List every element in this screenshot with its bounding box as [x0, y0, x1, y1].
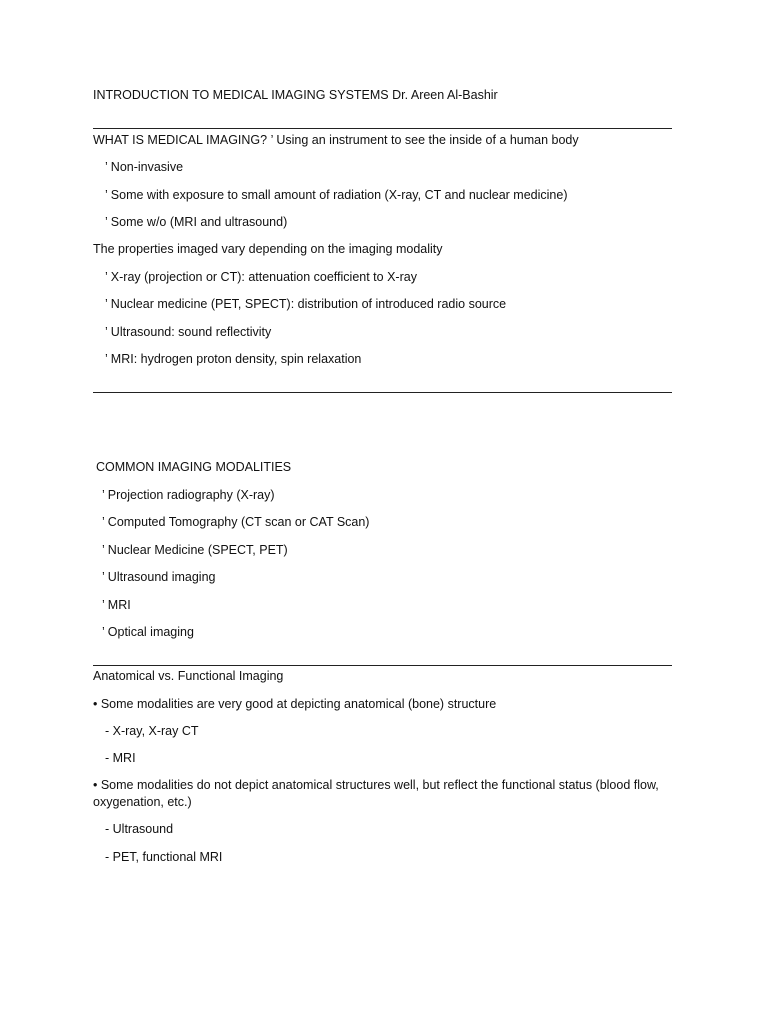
list-item: - Ultrasound: [105, 822, 174, 836]
list-item: ’ MRI: [102, 598, 131, 612]
section-heading-common-modalities: COMMON IMAGING MODALITIES: [96, 460, 292, 474]
list-item: ’ Ultrasound: sound reflectivity: [105, 325, 272, 339]
list-item: - X-ray, X-ray CT: [105, 724, 199, 738]
bullet-paragraph: • Some modalities are very good at depicting anatomical (bone) structure: [93, 697, 497, 711]
bullet-paragraph: • Some modalities do not depict anatomical structures well, but reflect the functional status (blood flow, oxygenation, etc.): [93, 778, 659, 809]
paragraph-properties: The properties imaged vary depending on the imaging modality: [93, 242, 443, 256]
document-title: INTRODUCTION TO MEDICAL IMAGING SYSTEMS Dr. Areen Al-Bashir: [93, 88, 498, 102]
list-item: ’ X-ray (projection or CT): attenuation coefficient to X-ray: [105, 270, 417, 284]
list-item: ’ Some w/o (MRI and ultrasound): [105, 215, 288, 229]
horizontal-rule: [93, 665, 672, 666]
list-item: ’ Projection radiography (X-ray): [102, 488, 275, 502]
list-item: ’ Non-invasive: [105, 160, 184, 174]
list-item: - PET, functional MRI: [105, 850, 223, 864]
section-heading-what-is-medical-imaging: WHAT IS MEDICAL IMAGING? ’ Using an instrument to see the inside of a human body: [93, 133, 579, 147]
list-item: ’ Nuclear Medicine (SPECT, PET): [102, 543, 288, 557]
list-item: ’ Ultrasound imaging: [102, 570, 216, 584]
list-item: ’ MRI: hydrogen proton density, spin relaxation: [105, 352, 362, 366]
list-item: ’ Some with exposure to small amount of radiation (X-ray, CT and nuclear medicine): [105, 188, 568, 202]
list-item: ’ Nuclear medicine (PET, SPECT): distribution of introduced radio source: [105, 297, 507, 311]
horizontal-rule: [93, 128, 672, 129]
list-item: ’ Computed Tomography (CT scan or CAT Scan): [102, 515, 370, 529]
list-item: - MRI: [105, 751, 136, 765]
section-heading-anatomical-vs-functional: Anatomical vs. Functional Imaging: [93, 669, 284, 683]
list-item: ’ Optical imaging: [102, 625, 194, 639]
horizontal-rule: [93, 392, 672, 393]
